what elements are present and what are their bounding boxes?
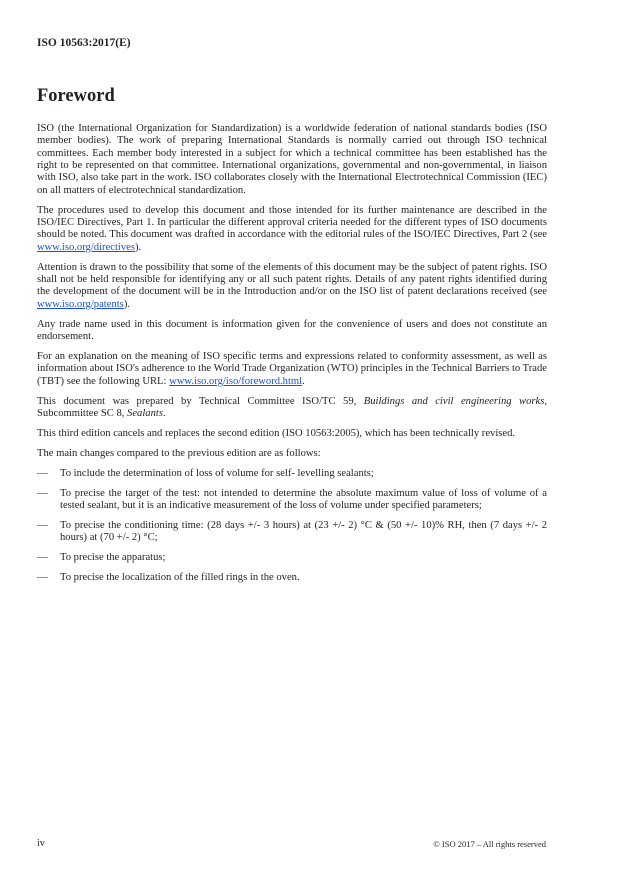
page-number: iv — [37, 838, 45, 849]
document-id-header: ISO 10563:2017(E) — [37, 37, 131, 49]
text: . — [162, 407, 166, 419]
list-item-text: To precise the localization of the filled rings in the oven. — [60, 572, 300, 584]
list-item-text: To precise the conditioning time: (28 days +/- 3 hours) at (23 +/- 2) °C & (50 +/- 10)% RH, then (7 days +/- 2 hours) at (70 +/- 2) °C; — [60, 519, 547, 544]
directives-link[interactable]: www.iso.org/directives — [37, 241, 135, 253]
foreword-link[interactable]: www.iso.org/iso/foreword.html — [169, 375, 303, 387]
text: ). — [123, 298, 130, 310]
paragraph-edition: This third edition cancels and replaces the second edition (ISO 10563:2005), which has been technically revised. — [37, 427, 516, 439]
paragraph-changes-intro: The main changes compared to the previous edition are as follows: — [37, 447, 321, 459]
changes-list — [37, 468, 547, 585]
text: , Subcommittee SC 8, — [37, 395, 547, 419]
text: . — [302, 375, 305, 387]
subcommittee-name: Sealants — [127, 407, 163, 419]
list-item-text: To include the determination of loss of volume for self- levelling sealants; — [60, 467, 374, 479]
dash-bullet: — — [37, 572, 48, 584]
list-item — [37, 488, 547, 513]
dash-bullet: — — [37, 487, 48, 499]
committee-name: Buildings and civil engineering works — [363, 395, 545, 407]
paragraph-patents — [37, 262, 547, 311]
list-item — [37, 552, 547, 564]
paragraph-procedures — [37, 205, 547, 254]
paragraph-iso-intro: ISO (the International Organization for Standardization) is a worldwide federation of national standards bodies (ISO member bodies). The work of preparing International Standards is normally carried out through ISO technical committees. Each member body interested in a subject for which a technical committee has been established has the right to be represented on that committee. International organizations, governmental and non-governmental, in liaison with ISO, also take part in the work. ISO collaborates closely with the International Electrotechnical Commission (IEC) on all matters of electrotechnical standardization. — [37, 123, 547, 196]
list-item — [37, 520, 547, 545]
paragraph-committee — [37, 396, 547, 421]
text: ). — [134, 241, 142, 253]
list-item — [37, 572, 547, 584]
text: For an explanation on the meaning of ISO specific terms and expressions related to conformity assessment, as well as information about ISO's adherence to the World Trade Organization (WTO) principles in the Technical Barriers to Trade (TBT) see the following URL: — [37, 350, 547, 387]
list-item — [37, 468, 547, 480]
text: Attention is drawn to the possibility that some of the elements of this document may be the subject of patent rights. ISO shall not be held responsible for identifying any or all such patent rights. Details of any patent rights identified during the development of the document will be in the Introduction and/or on the ISO list of patent declarations received (see — [37, 261, 547, 298]
dash-bullet: — — [37, 552, 48, 564]
paragraph-conformity — [37, 351, 547, 388]
text: The procedures used to develop this document and those intended for its further maintenance are described in the ISO/IEC Directives, Part 1. In particular the different approval criteria needed for the different types of ISO documents should be noted. This document was drafted in accordance with the editorial rules of the ISO/IEC Directives, Part 2 (see — [37, 204, 547, 241]
list-item-text: To precise the apparatus; — [60, 552, 166, 564]
patents-link[interactable]: www.iso.org/patents — [37, 298, 124, 310]
foreword-body — [37, 123, 547, 592]
paragraph-trade-name: Any trade name used in this document is information given for the convenience of users and does not constitute an endorsement. — [37, 318, 547, 342]
page-title: Foreword — [37, 86, 115, 106]
dash-bullet: — — [37, 519, 48, 531]
text: This document was prepared by Technical Committee ISO/TC 59, — [37, 395, 364, 407]
list-item-text: To precise the target of the test: not intended to determine the absolute maximum value of loss of volume of a tested sealant, but it is an indicative measurement of the loss of volume under specified parameters; — [60, 487, 547, 511]
dash-bullet: — — [37, 467, 48, 479]
copyright-notice: © ISO 2017 – All rights reserved — [433, 839, 546, 849]
